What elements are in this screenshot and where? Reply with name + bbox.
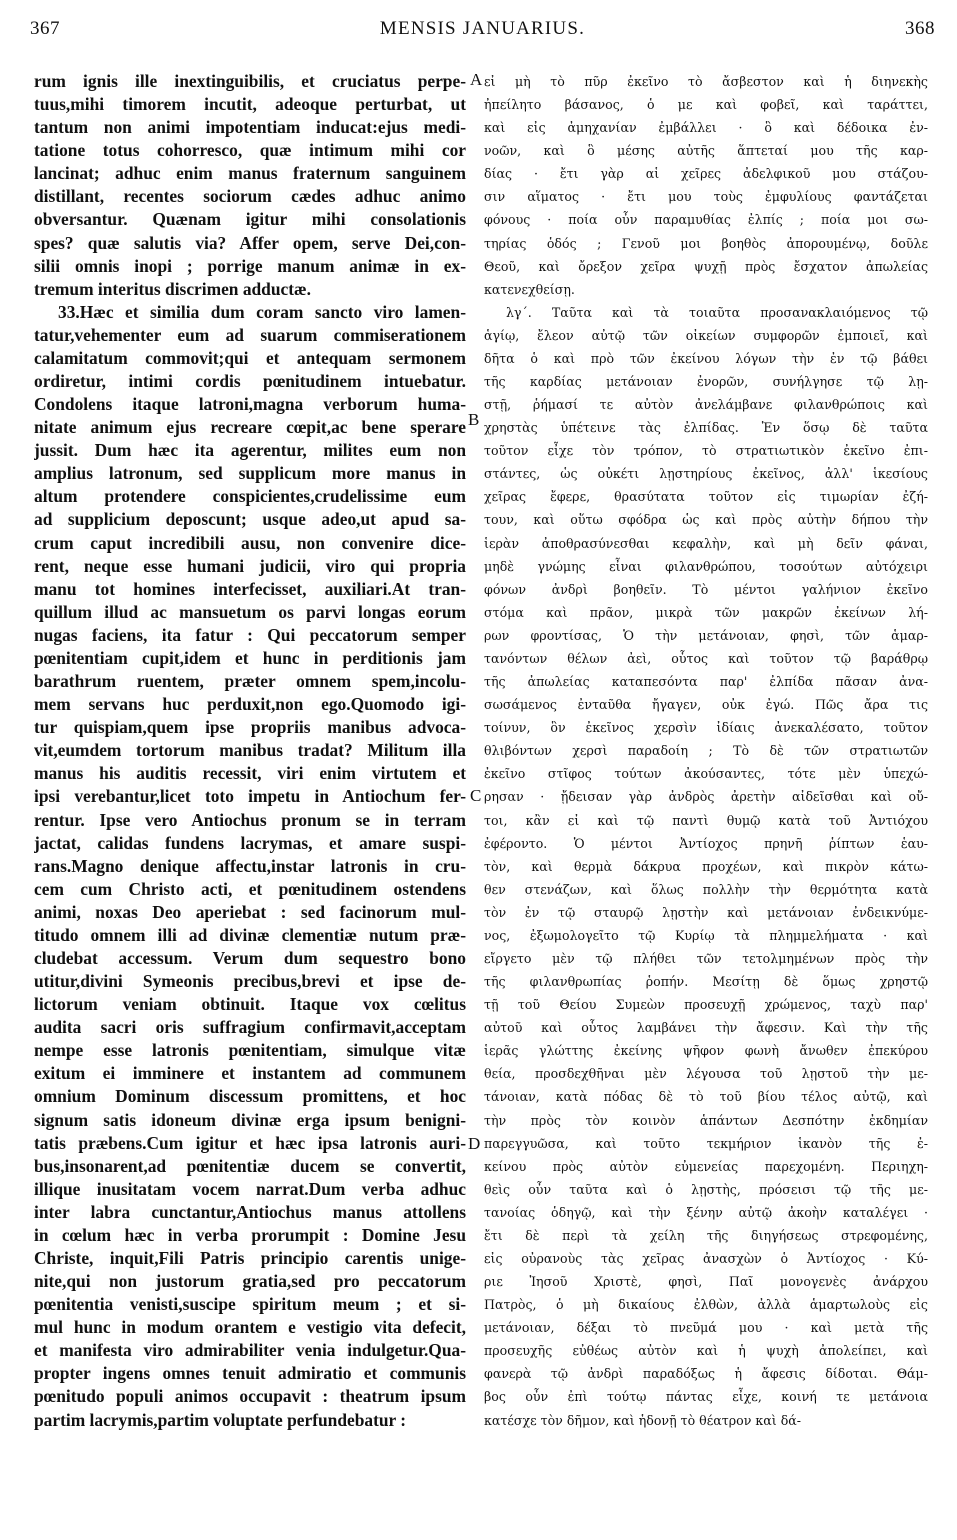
text-line: cludebat accessum. Verum dum sequestro bono [34, 947, 466, 968]
text-line: ἱερᾶς γλώττης ἐκείνης ψῆφον φωνὴ ἄνωθεν ἐπεκύρου [484, 1043, 928, 1059]
page-header [30, 12, 935, 42]
margin-marker-a: A [470, 70, 483, 89]
text-line: λγ΄. Ταῦτα καὶ τὰ τοιαῦτα προσανακλαιόμενος τῷ [506, 304, 928, 320]
text-line: αὐτοῦ καὶ οὗτος λαμβάνει τὴν ἄφεσιν. Καὶ τὴν τῆς [484, 1020, 928, 1036]
text-line: rum ignis ille inextinguibilis, et cruciatus perpe- [34, 71, 466, 91]
text-line: εἰς οὐρανοὺς τὰς χεῖρας ἀνασχὼν ὁ Ἀντίοχος · Κύ- [484, 1250, 928, 1266]
text-line: silii omnis inopi ; porrige manum animæ in ex- [34, 255, 466, 276]
text-line: titudo omnem illi ad divinæ clementiæ nutum præ- [34, 924, 466, 945]
text-line: animi, noxas Deo aperiebat : sed facinorum mul- [34, 901, 466, 922]
text-line: tremum interitus discrimen adductæ. [34, 278, 311, 299]
text-line: τοῦτον εἶχε τὸν τρόπον, τὸ στρατιωτικὸν ἐκεῖνο ἐπι- [484, 443, 928, 459]
text-line: nitate animum ejus recreare cœpit,ac bene sperare [34, 417, 466, 438]
text-line: εἴργετο μὲν τῷ πλήθει τῶν τετολμημένων πρὸς τὴν [484, 950, 928, 966]
text-line: crum caput incredibili ausu, non convenire dice- [34, 532, 466, 553]
text-line: τῆς καρδίας μετάνοιαν ἐνορῶν, συνήλγησε τῷ λῃ- [484, 374, 928, 390]
text-line: rentur. Ipse vero Antiochus pronum se in terram [34, 809, 466, 830]
margin-marker-c: C [470, 786, 482, 805]
text-line: τοίνυν, ὃν ἐκεῖνος χερσὶν ἰδίαις ἀνεκαλέσατο, τοῦτον [484, 720, 928, 736]
text-line: ἠπείλητο βάσανος, ὁ με καὶ φοβεῖ, καὶ ταράττει, [484, 97, 928, 113]
text-line: τάνοιαν, κατὰ πόδας δὲ τὸ τοῦ βίου τέλος αὐτῷ, καὶ [484, 1089, 928, 1105]
text-line: κείνου πρὸς αὐτὸν εὐμενείας παρεχομένη. Περιηχη- [484, 1158, 928, 1174]
text-line: Christe, inquit,Fili Patris principio carentis unige- [34, 1247, 466, 1268]
text-line: ριε Ἰησοῦ Χριστὲ, φησὶ, Παῖ μονογενὲς ἀνάρχου [484, 1274, 928, 1290]
text-line: Θεοῦ, καὶ ὄρεξον χεῖρα ψυχῇ πρὸς ἔσχατον ἀπωλείας [484, 258, 928, 274]
text-line: propter ingens omnes tenuit admiratio et communis [34, 1363, 466, 1384]
text-line: mul hunc in modum orantem e vestigio vita defecit, [34, 1317, 466, 1338]
text-line: pœnitentia venisti,suscipe spiritum meum ; et si- [34, 1294, 466, 1315]
text-line: δῆτα ὁ καὶ πρὸ τῶν ἐκείνου λόγων τὴν ἐν τῷ βάθει [484, 350, 928, 366]
text-line: illique inusitatam vocem narrat.Dum verba adhuc [34, 1178, 466, 1199]
text-line: σωσάμενος ἐνταῦθα ἤγαγεν, οὐκ ἐγώ. Πῶς ἄρα τις [484, 697, 928, 713]
text-line: tantum non animi impotentiam inducat:ejus medi- [34, 117, 466, 138]
text-line: lancinat; adhuc enim manus fraternum sanguinem [34, 163, 466, 184]
text-line: Πατρὸς, ὁ μὴ δικαίους ἐλθὼν, ἀλλὰ ἁμαρτωλοὺς εἰς [484, 1297, 928, 1313]
text-line: τοι, κἂν εἰ καὶ τῷ παντὶ θυμῷ κατὰ τοῦ Ἀντιόχου [484, 812, 928, 828]
text-line: vit,eumdem tortorum manibus tradat? Militum illa [34, 740, 466, 761]
text-line: tatis præbens.Cum igitur et hæc ipsa latronis auri- [34, 1132, 466, 1153]
text-line: στόμα καὶ πρᾶον, μικρὰ τῶν μακρῶν ἐκείνων λή- [484, 604, 928, 620]
text-line: τὴν πρὸς τὸν κοινὸν ἁπάντων Δεσπότην ἐκδημίαν [484, 1112, 928, 1128]
text-line: θεία, προσδεχθῆναι μὲν λέγουσα τοῦ λῃστοῦ τὴν με- [484, 1066, 928, 1082]
text-line: exitum ei imminere et instantem ad communem [34, 1063, 466, 1084]
text-line: mem servans huc perduxit,non ego.Quomodo igi- [34, 694, 466, 715]
text-line: φόνους · ποία οὖν παραμυθίας ἐλπίς ; ποία μοι σω- [484, 212, 928, 228]
text-line: et manifesta viro admirabiliter venia indulgetur.Qua- [34, 1340, 466, 1361]
text-line: rans.Magno denique affectu,instar latronis in cru- [34, 855, 466, 876]
text-line: χρηστὰς ὑπέτεινε τὰς ἐλπίδας. Ἐν ὅσῳ δὲ ταῦτα [484, 420, 928, 436]
text-line: nugas faciens, ita fatur : Qui peccatorum semper [34, 624, 466, 645]
text-line: obversantur. Quænam igitur mihi consolationis [34, 209, 466, 230]
text-line: ἔτι δὲ περὶ τὰ χείλη τῆς διηγήσεως στρεφομένης, [484, 1227, 928, 1243]
text-line: ordiretur, intimi cordis pœnitudinem intuebatur. [34, 371, 466, 392]
text-line: βος οὖν ἐπὶ τούτῳ πάντας εἶχε, κοινή τε μετάνοια [484, 1389, 928, 1405]
text-line: audita sacri oris suffragium confirmavit,acceptam [34, 1017, 466, 1038]
text-line: τὸν, καὶ θερμὰ δάκρυα προχέων, καὶ πικρὸν κάτω- [484, 858, 928, 874]
text-line: φόνων ἀνδρὶ βοηθεῖν. Τὸ μέντοι γαλήνιον ἐκεῖνο [484, 581, 928, 597]
text-line: μετάνοιαν, δέξαι τὸ πνεῦμά μου · καὶ μετὰ τῆς [484, 1320, 928, 1336]
text-line: ρων φροντίσας, Ὁ τὴν μετάνοιαν, φησὶ, τῶν ἁμαρ- [484, 627, 928, 643]
text-line: pœnitentiam cupit,idem et hunc in perditionis jam [34, 647, 466, 668]
text-line: calamitatum commovit;qui et antequam sermonem [34, 347, 466, 368]
text-line: τανόντων θέλων ἀεὶ, οὗτος καὶ τοῦτον τῷ βαράθρῳ [484, 650, 928, 666]
text-line: tuus,mihi timorem incutit, adeoque perturbat, ut [34, 94, 466, 115]
page-number-left: 367 [30, 18, 60, 39]
text-line: altum protendere conspicientes,crudelissime eum [34, 486, 466, 507]
text-line: inter labra cunctantur,Antiochus manus attollens [34, 1201, 466, 1222]
text-line: κατενεχθείσῃ. [484, 281, 575, 297]
text-line: partim lacrymis,partim voluptate perfundebatur : [34, 1409, 407, 1430]
margin-marker-b: B [468, 410, 480, 429]
text-line: παρεγγυῶσα, καὶ τοῦτο τεκμήριον ἱκανὸν τῆς ἐ- [484, 1135, 928, 1151]
text-line: barathrum ruentem, præter omnem spem,incolu- [34, 671, 466, 692]
text-line: bus,insonarent,ad pœnitentiæ ducem se convertit, [34, 1155, 466, 1176]
text-line: ipsi verebantur,licet toto impetu in Antiochum fer- [34, 786, 466, 807]
text-line: rent, neque esse humani judicii, viro qui propria [34, 555, 466, 576]
text-line: ἁγίῳ, ἔλεον αὐτῷ τῶν οἰκείων συμφορῶν ἐμποιεῖ, καὶ [484, 327, 928, 343]
text-line: in cœlum hæc in verba prorumpit : Domine Jesu [34, 1224, 466, 1245]
text-line: θλιβόντων χερσὶ παραδοίη ; Τὸ δὲ τῶν στρατιωτῶν [484, 743, 928, 759]
text-line: χεῖρας ἔφερε, θρασύτατα τοῦτον εἰς τιμωρίαν ἐζή- [484, 489, 928, 505]
text-line: amplius latronum, sed supplicum more manus in [34, 463, 466, 484]
text-line: jussit. Dum hæc ita agerentur, milites eum non [34, 440, 466, 461]
text-line: tur quispiam,quem ipse propriis manibus advoca- [34, 717, 466, 738]
greek-column [484, 70, 928, 1520]
text-line: στῇ, ῥήμασί τε αὐτὸν ἀνελάμβανε φιλανθρώποις καὶ [484, 397, 928, 413]
text-line: τηρίας ὁδός ; Γενοῦ μοι βοηθὸς ἀπορουμένῳ, δοῦλε [484, 235, 928, 251]
text-line: ἱερὰν ἀποθρασύνεσθαι κεφαλὴν, καὶ μὴ δεῖν φάναι, [484, 535, 928, 551]
text-line: ad supplicium deposcunt; usque adeo,ut apud sa- [34, 509, 466, 530]
text-line: nempe esse latronis pœnitentiam, simulque vitæ [34, 1040, 466, 1061]
text-line: ἐφέροντο. Ὁ μέντοι Ἀντίοχος πρηνῆ ῥίπτων ἑαυ- [484, 835, 928, 851]
text-line: tatione totus cohorresco, quæ intimum mihi cor [34, 140, 466, 161]
text-line: τανοίας ὁδηγῷ, καὶ τὴν ξένην αὐτῷ ἀκοὴν καταλέγει · [484, 1204, 928, 1220]
text-line: δίας · ἔτι γὰρ αἱ χεῖρες ἀδελφικοῦ μου στάζου- [484, 166, 928, 182]
text-line: utitur,divini Symeonis precibus,brevi et ipse de- [34, 971, 466, 992]
text-line: spes? quæ salutis via? Affer opem, serve Dei,con- [34, 232, 466, 253]
text-line: προσευχῆς εὐθέως αὐτὸν καὶ ἡ ψυχὴ ἀπολείπει, καὶ [484, 1343, 928, 1359]
text-line: σιν αἵματος · ἔτι μου τοὺς ἐμφυλίους φαντάζεται [484, 189, 928, 205]
text-line: manus his auditis recessit, viri enim virtutem et [34, 763, 466, 784]
text-line: τουν, καὶ οὕτω σφόδρα ὡς καὶ πρὸς αὐτὴν δήπου τὴν [484, 512, 928, 528]
text-line: κατέσχε τὸν δῆμον, καὶ ἡδονῇ τὸ θέατρον καὶ δά- [484, 1412, 802, 1428]
text-line: jactat, calidas fundens lacrymas, et amare suspi- [34, 832, 466, 853]
text-line: Condolens itaque latroni,magna verborum huma- [34, 394, 466, 415]
text-line: distillant, recentes sociorum cædes adhuc animo [34, 186, 466, 207]
text-line: εἰ μὴ τὸ πῦρ ἐκεῖνο τὸ ἄσβεστον καὶ ἡ διηνεκὴς [484, 74, 928, 89]
text-line: τῇ τοῦ Θείου Συμεὼν προσευχῇ χρώμενος, ταχὺ παρ' [484, 997, 928, 1013]
text-line: μηδὲ γνώμης εἶναι φιλανθρώπου, τοσούτων αὐτόχειρι [484, 558, 928, 574]
text-line: καὶ εἰς ἀμηχανίαν ἐμβάλλει · ὃ καὶ δέδοικα ἐν- [484, 120, 928, 136]
text-line: cem cum Christo acti, et pœnitudinem ostendens [34, 878, 466, 899]
text-line: lictorum veniam obtinuit. Itaque vox cœlitus [34, 994, 466, 1015]
text-line: θεν στενάζων, καὶ ὅλως πολλὴν τὴν θερμότητα κατὰ [484, 881, 928, 897]
text-line: manu tot homines interfecisset, auxiliari.At tran- [34, 578, 466, 599]
text-line: ρησαν · ᾔδεισαν γὰρ ἀνδρὸς ἀρετὴν αἰδεῖσθαι καὶ οὔ- [484, 789, 928, 805]
latin-column [34, 70, 466, 1520]
text-line: omnium Dominum discessum promittens, et hoc [34, 1086, 466, 1107]
text-line: 33.Hæc et similia dum coram sancto viro lamen- [58, 301, 466, 322]
text-line: signum satis idoneum divinæ erga ipsum benigni- [34, 1109, 466, 1130]
running-title: MENSIS JANUARIUS. [379, 18, 586, 39]
text-line: νοῶν, καὶ ὃ μέσης αὐτῆς ἅπτεταί μου τῆς καρ- [484, 143, 928, 159]
text-line: θεὶς οὖν ταῦτα καὶ ὁ λῃστὴς, πρόσεισι τῷ τῆς με- [484, 1181, 928, 1197]
text-line: ἐκεῖνο στῖφος τούτων ἀκούσαντες, τότε μὲν ὑπεχώ- [484, 766, 928, 782]
page-number-right: 368 [905, 18, 935, 39]
text-line: nite,qui non justorum gratia,sed pro peccatorum [34, 1271, 466, 1292]
text-line: τῆς ἀπωλείας καταπεσόντα παρ' ἐλπίδα πᾶσαν ἀνα- [484, 674, 928, 690]
text-line: quillum illud ac mansuetum os parvi longas eorum [34, 601, 466, 622]
text-line: τῆς φιλανθρωπίας ῥοπήν. Μεσίτῃ δὲ ὅμως χρηστῷ [484, 974, 928, 990]
text-line: φανερὰ τῷ ἀνδρὶ παραδόξως ἡ ἄφεσις δίδοται. Θάμ- [484, 1366, 928, 1382]
text-line: pœnitudo populi animos occupavit : theatrum ipsum [34, 1386, 466, 1407]
margin-marker-d: D [468, 1134, 481, 1153]
text-line: tatur,vehementer eum ad suarum commiserationem [34, 324, 466, 345]
text-line: στάντες, ὡς οὐκέτι λῃστηρίους ἐκεῖνος, ἀλλ' ἱκεσίους [484, 466, 928, 482]
text-line: τὸν ἐν τῷ σταυρῷ λῃστὴν καὶ μετάνοιαν ἐνδεικνύμε- [484, 904, 928, 920]
text-line: νος, ἐξωμολογεῖτο τῷ Κυρίῳ τὰ πλημμελήματα · καὶ [484, 927, 928, 943]
